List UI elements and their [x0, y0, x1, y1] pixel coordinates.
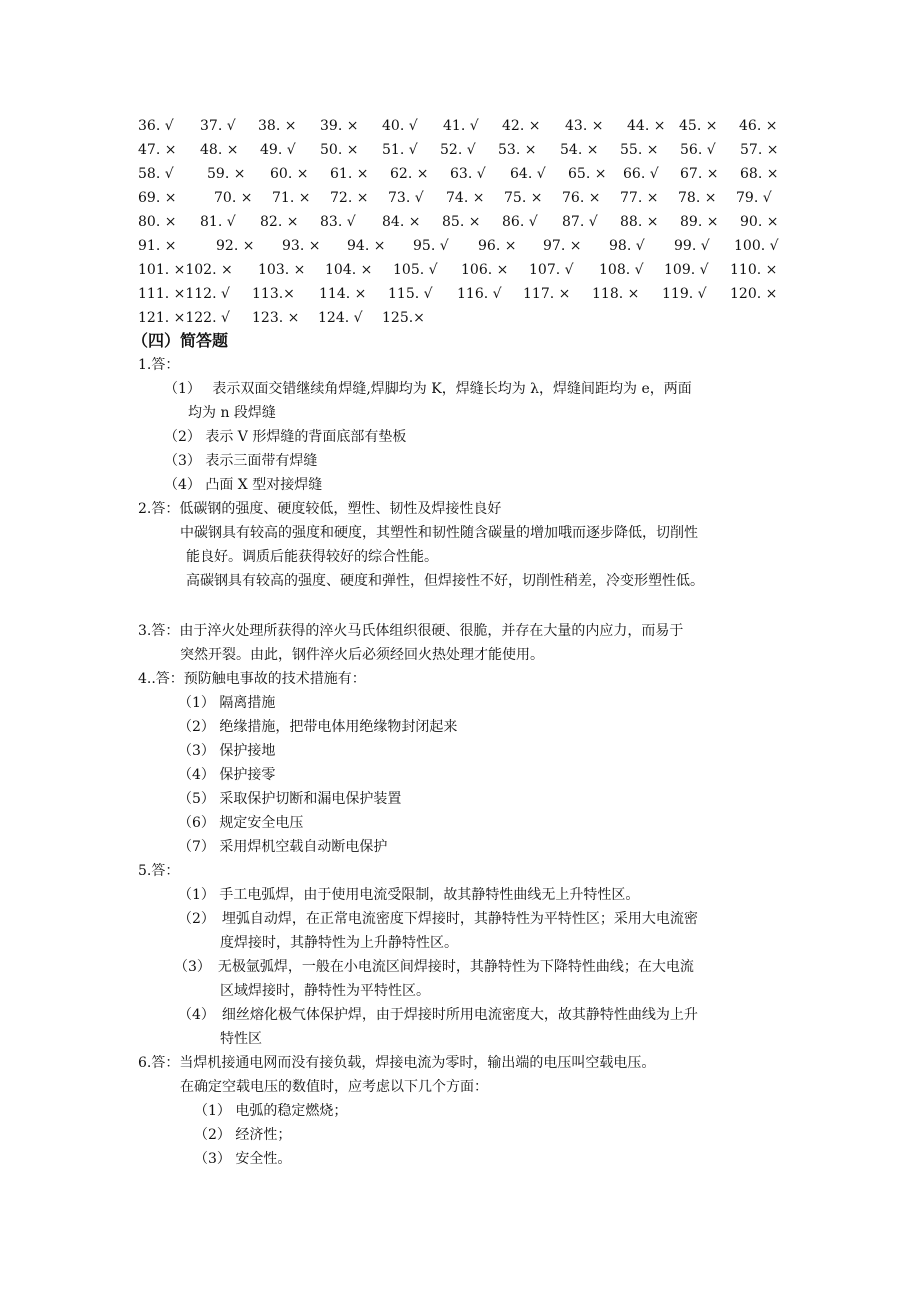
- answer-row: [0, 187, 920, 209]
- answer-item: 48. ×: [200, 142, 239, 158]
- list-item: （3） 保护接地: [178, 743, 276, 759]
- text-line: 3.答：由于淬火处理所获得的淬火马氏体组织很硬、很脆，并存在大量的内应力，而易于: [138, 623, 684, 639]
- answer-item: 90. ×: [740, 214, 779, 230]
- answer-item: 39. ×: [320, 118, 359, 134]
- text-line: 中碳钢具有较高的强度和硬度，其塑性和韧性随含碳量的增加哦而逐步降低，切削性: [180, 525, 698, 541]
- answer-item: 74. ×: [446, 190, 485, 206]
- answer-row: [0, 115, 920, 137]
- text-line: 2.答：低碳钢的强度、硬度较低，塑性、韧性及焊接性良好: [138, 501, 502, 517]
- text-line: （1） 表示双面交错继续角焊缝,焊脚均为 K，焊缝长均为 λ，焊缝间距均为 e，两面: [164, 381, 692, 397]
- answer-item: 62. ×: [390, 166, 429, 182]
- answer-item: 97. ×: [543, 238, 582, 254]
- answer-item: 76. ×: [562, 190, 601, 206]
- answer-item: 108. √: [599, 262, 644, 278]
- answer-item: 124. √: [318, 310, 363, 326]
- answer-item: 50. ×: [320, 142, 359, 158]
- answer-item: 123. ×: [252, 310, 300, 326]
- answer-item: 52. √: [440, 142, 476, 158]
- text-line: 特性区: [220, 1031, 262, 1047]
- text-line: （4） 凸面 X 型对接焊缝: [164, 477, 323, 493]
- answer-item: 115. √: [388, 286, 433, 302]
- list-item: （4） 细丝熔化极气体保护焊，由于焊接时所用电流密度大，故其静特性曲线为上升: [178, 1007, 698, 1023]
- list-item: （3） 安全性。: [194, 1151, 292, 1167]
- answer-item: 45. ×: [679, 118, 718, 134]
- answer-item: 44. ×: [627, 118, 666, 134]
- answer-item: 38. ×: [258, 118, 297, 134]
- answer-item: 42. ×: [502, 118, 541, 134]
- answer-item: 118. ×: [592, 286, 640, 302]
- text-line: 高碳钢具有较高的强度、硬度和弹性，但焊接性不好，切削性稍差，冷变形塑性低。: [186, 573, 704, 589]
- list-item: （1） 手工电弧焊，由于使用电流受限制，故其静特性曲线无上升特性区。: [178, 887, 640, 903]
- answer-item: 55. ×: [620, 142, 659, 158]
- answer-item: 53. ×: [498, 142, 537, 158]
- text-line: 均为 n 段焊缝: [188, 405, 276, 421]
- answer-item: 106. ×: [461, 262, 509, 278]
- answer-item: 86. √: [502, 214, 538, 230]
- answer-item: 116. √: [457, 286, 502, 302]
- answer-item: 73. √: [388, 190, 424, 206]
- answer-item: 92. ×: [216, 238, 255, 254]
- answer-item: 37. √: [200, 118, 236, 134]
- list-item: （2） 经济性；: [194, 1127, 292, 1143]
- list-item: （7） 采用焊机空载自动断电保护: [178, 839, 388, 855]
- answer-item: 54. ×: [560, 142, 599, 158]
- answer-item: 40. √: [382, 118, 418, 134]
- list-item: （2） 埋弧自动焊，在正常电流密度下焊接时，其静特性为平特性区；采用大电流密: [178, 911, 698, 927]
- list-item: （2） 绝缘措施，把带电体用绝缘物封闭起来: [178, 719, 458, 735]
- text-line: 在确定空载电压的数值时，应考虑以下几个方面：: [180, 1079, 488, 1095]
- answer-item: 69. ×: [138, 190, 177, 206]
- answer-item: 101. ×102. ×: [138, 262, 233, 278]
- answer-row: [0, 163, 920, 185]
- answer-item: 111. ×112. √: [138, 286, 230, 302]
- text-line: 区域焊接时，静特性为平特性区。: [220, 983, 430, 999]
- list-item: （3） 无极氩弧焊，一般在小电流区间焊接时，其静特性为下降特性曲线；在大电流: [174, 959, 694, 975]
- answer-item: 114. ×: [319, 286, 367, 302]
- answer-item: 64. √: [510, 166, 546, 182]
- answer-item: 68. ×: [740, 166, 779, 182]
- answer-item: 51. √: [382, 142, 418, 158]
- text-line: 度焊接时，其静特性为上升静特性区。: [220, 935, 458, 951]
- answer-item: 63. √: [450, 166, 486, 182]
- text-line: 突然开裂。由此，钢件淬火后必须经回火热处理才能使用。: [180, 647, 544, 663]
- answer-item: 78. ×: [678, 190, 717, 206]
- answer-row: [0, 235, 920, 257]
- answer-item: 84. ×: [382, 214, 421, 230]
- list-item: （4） 保护接零: [178, 767, 276, 783]
- answer-item: 103. ×: [258, 262, 306, 278]
- answer-item: 79. √: [736, 190, 772, 206]
- text-line: 4..答：预防触电事故的技术措施有：: [138, 671, 366, 687]
- list-item: （1） 隔离措施: [178, 695, 276, 711]
- text-line: （3） 表示三面带有焊缝: [164, 453, 318, 469]
- list-item: （5） 采取保护切断和漏电保护装置: [178, 791, 402, 807]
- answer-item: 121. ×122. √: [138, 310, 230, 326]
- answer-item: 46. ×: [739, 118, 778, 134]
- answer-item: 57. ×: [740, 142, 779, 158]
- answer-item: 60. ×: [270, 166, 309, 182]
- answer-item: 120. ×: [730, 286, 778, 302]
- answer-item: 125.×: [382, 310, 425, 326]
- answer-item: 117. ×: [523, 286, 571, 302]
- text-line: 能良好。调质后能获得较好的综合性能。: [186, 549, 438, 565]
- answer-item: 113.×: [252, 286, 295, 302]
- answer-row: [0, 211, 920, 233]
- answer-item: 99. √: [674, 238, 710, 254]
- answer-item: 85. ×: [442, 214, 481, 230]
- answer-item: 83. √: [320, 214, 356, 230]
- answer-item: 119. √: [662, 286, 707, 302]
- answer-label: 5.答：: [138, 863, 180, 879]
- answer-item: 89. ×: [680, 214, 719, 230]
- answer-item: 88. ×: [620, 214, 659, 230]
- answer-item: 87. √: [562, 214, 598, 230]
- answer-item: 81. √: [200, 214, 236, 230]
- text-line: （2） 表示 V 形焊缝的背面底部有垫板: [164, 429, 407, 445]
- answer-label: 1.答：: [138, 357, 180, 373]
- text-line: 6.答：当焊机接通电网而没有接负载，焊接电流为零时，输出端的电压叫空载电压。: [138, 1055, 656, 1071]
- answer-item: 77. ×: [620, 190, 659, 206]
- list-item: （6） 规定安全电压: [178, 815, 304, 831]
- answer-item: 100. √: [734, 238, 779, 254]
- answer-item: 104. ×: [325, 262, 373, 278]
- answer-item: 47. ×: [138, 142, 177, 158]
- answer-item: 66. √: [623, 166, 659, 182]
- answer-item: 36. √: [138, 118, 174, 134]
- answer-item: 109. √: [664, 262, 709, 278]
- answer-item: 56. √: [680, 142, 716, 158]
- answer-row: [0, 139, 920, 161]
- answer-item: 41. √: [443, 118, 479, 134]
- answer-row: [0, 283, 920, 305]
- answer-item: 70. ×: [214, 190, 253, 206]
- answer-item: 59. ×: [207, 166, 246, 182]
- list-item: （1） 电弧的稳定燃烧；: [194, 1103, 348, 1119]
- answer-item: 98. √: [609, 238, 645, 254]
- answer-item: 107. √: [529, 262, 574, 278]
- answer-item: 110. ×: [730, 262, 778, 278]
- answer-row: [0, 307, 920, 329]
- answer-item: 105. √: [393, 262, 438, 278]
- answer-item: 96. ×: [478, 238, 517, 254]
- answer-item: 80. ×: [138, 214, 177, 230]
- answer-item: 43. ×: [565, 118, 604, 134]
- answer-item: 58. √: [138, 166, 174, 182]
- answer-item: 71. ×: [272, 190, 311, 206]
- answer-item: 49. √: [260, 142, 296, 158]
- section-title: （四）简答题: [132, 331, 229, 350]
- answer-item: 82. ×: [260, 214, 299, 230]
- answer-item: 67. ×: [680, 166, 719, 182]
- answer-item: 91. ×: [138, 238, 177, 254]
- answer-item: 75. ×: [504, 190, 543, 206]
- answer-item: 93. ×: [282, 238, 321, 254]
- answer-row: [0, 259, 920, 281]
- answer-item: 94. ×: [347, 238, 386, 254]
- answer-item: 72. ×: [330, 190, 369, 206]
- answer-item: 65. ×: [568, 166, 607, 182]
- answer-item: 95. √: [413, 238, 449, 254]
- answer-item: 61. ×: [330, 166, 369, 182]
